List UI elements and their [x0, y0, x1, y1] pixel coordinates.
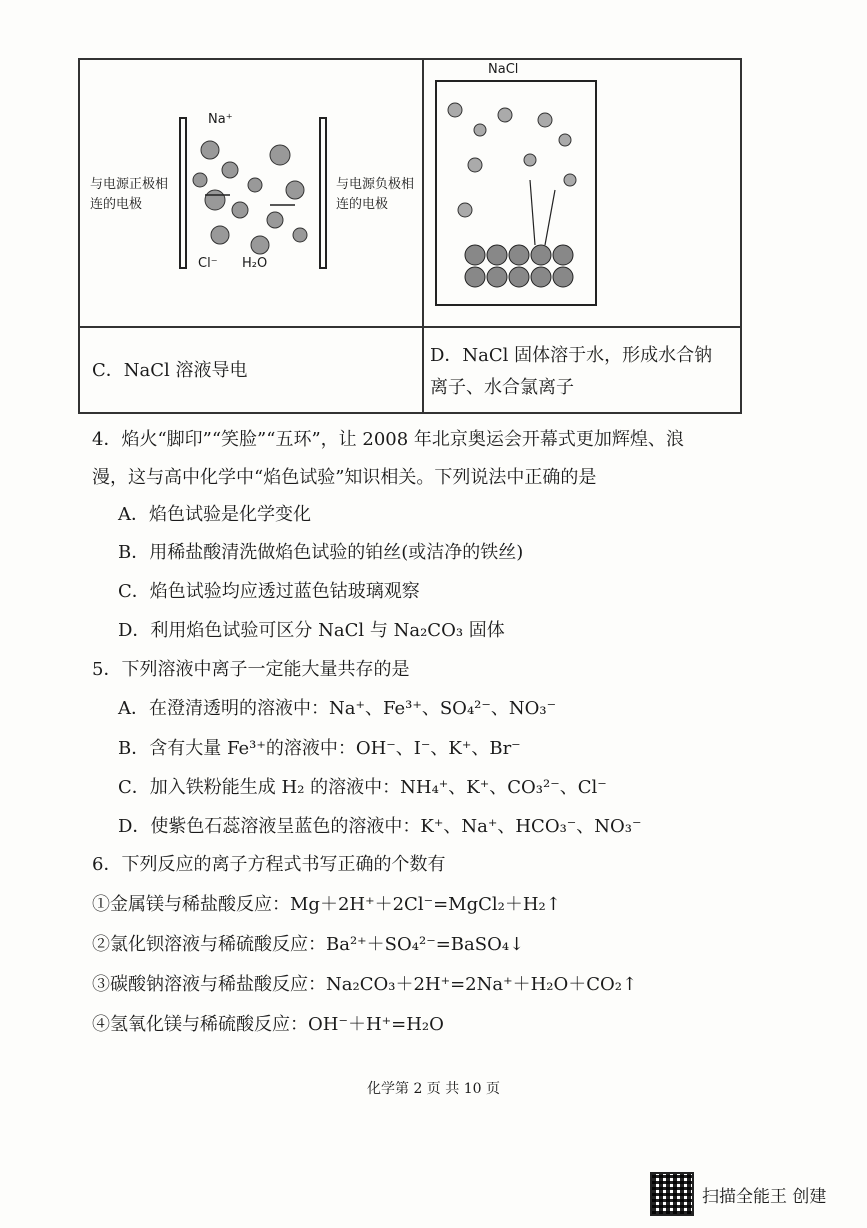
- scanner-watermark: [650, 1172, 826, 1216]
- label-water: H₂O: [242, 256, 268, 271]
- q4-stem-line2: 漫，这与高中化学中“焰色试验”知识相关。下列说法中正确的是: [92, 467, 597, 488]
- q6-stem: 6．下列反应的离子方程式书写正确的个数有: [92, 854, 446, 875]
- q5-stem: 5．下列溶液中离子一定能大量共存的是: [92, 659, 410, 680]
- watermark-text: 扫描全能王 创建: [702, 1186, 827, 1207]
- q6-equation-1: ①金属镁与稀盐酸反应：Mg＋2H⁺＋2Cl⁻=MgCl₂＋H₂↑: [92, 894, 561, 915]
- q5-option-a: A．在澄清透明的溶液中：Na⁺、Fe³⁺、SO₄²⁻、NO₃⁻: [118, 698, 557, 719]
- option-d-cell: D．NaCl 固体溶于水，形成水合钠离子、水合氯离子: [430, 345, 713, 398]
- label-nacl: NaCl: [488, 62, 519, 77]
- q6-equation-3: ③碳酸钠溶液与稀盐酸反应：Na₂CO₃＋2H⁺=2Na⁺＋H₂O＋CO₂↑: [92, 974, 638, 995]
- q4-option-a: A．焰色试验是化学变化: [118, 504, 311, 525]
- table-divider-horizontal: [80, 326, 740, 328]
- figure-nacl-dissolution: [435, 80, 597, 306]
- label-sodium-ion: Na⁺: [208, 112, 233, 127]
- page-footer: 化学第 2 页 共 10 页: [367, 1081, 500, 1097]
- table-divider-vertical: [422, 60, 424, 412]
- label-negative-electrode: 与电源负极相连的电极: [336, 177, 415, 212]
- q5-option-d: D．使紫色石蕊溶液呈蓝色的溶液中：K⁺、Na⁺、HCO₃⁻、NO₃⁻: [118, 816, 642, 837]
- q5-option-c: C．加入铁粉能生成 H₂ 的溶液中：NH₄⁺、K⁺、CO₃²⁻、Cl⁻: [118, 777, 607, 798]
- q4-option-d: D．利用焰色试验可区分 NaCl 与 Na₂CO₃ 固体: [118, 620, 505, 641]
- q4-option-b: B．用稀盐酸清洗做焰色试验的铂丝(或洁净的铁丝): [118, 542, 524, 563]
- q6-equation-4: ④氢氧化镁与稀硫酸反应：OH⁻＋H⁺=H₂O: [92, 1014, 444, 1035]
- option-c-cell: C．NaCl 溶液导电: [92, 360, 248, 381]
- option-table: [78, 58, 742, 414]
- q5-option-b: B．含有大量 Fe³⁺的溶液中：OH⁻、I⁻、K⁺、Br⁻: [118, 738, 521, 759]
- label-chloride-ion: Cl⁻: [198, 256, 218, 271]
- q4-stem-line1: 4．焰火“脚印”“笑脸”“五环”，让 2008 年北京奥运会开幕式更加辉煌、浪: [92, 429, 684, 450]
- qr-code-icon: [650, 1172, 694, 1216]
- q6-equation-2: ②氯化钡溶液与稀硫酸反应：Ba²⁺＋SO₄²⁻=BaSO₄↓: [92, 934, 525, 955]
- q4-option-c: C．焰色试验均应透过蓝色钴玻璃观察: [118, 581, 420, 602]
- label-positive-electrode: 与电源正极相连的电极: [90, 177, 169, 212]
